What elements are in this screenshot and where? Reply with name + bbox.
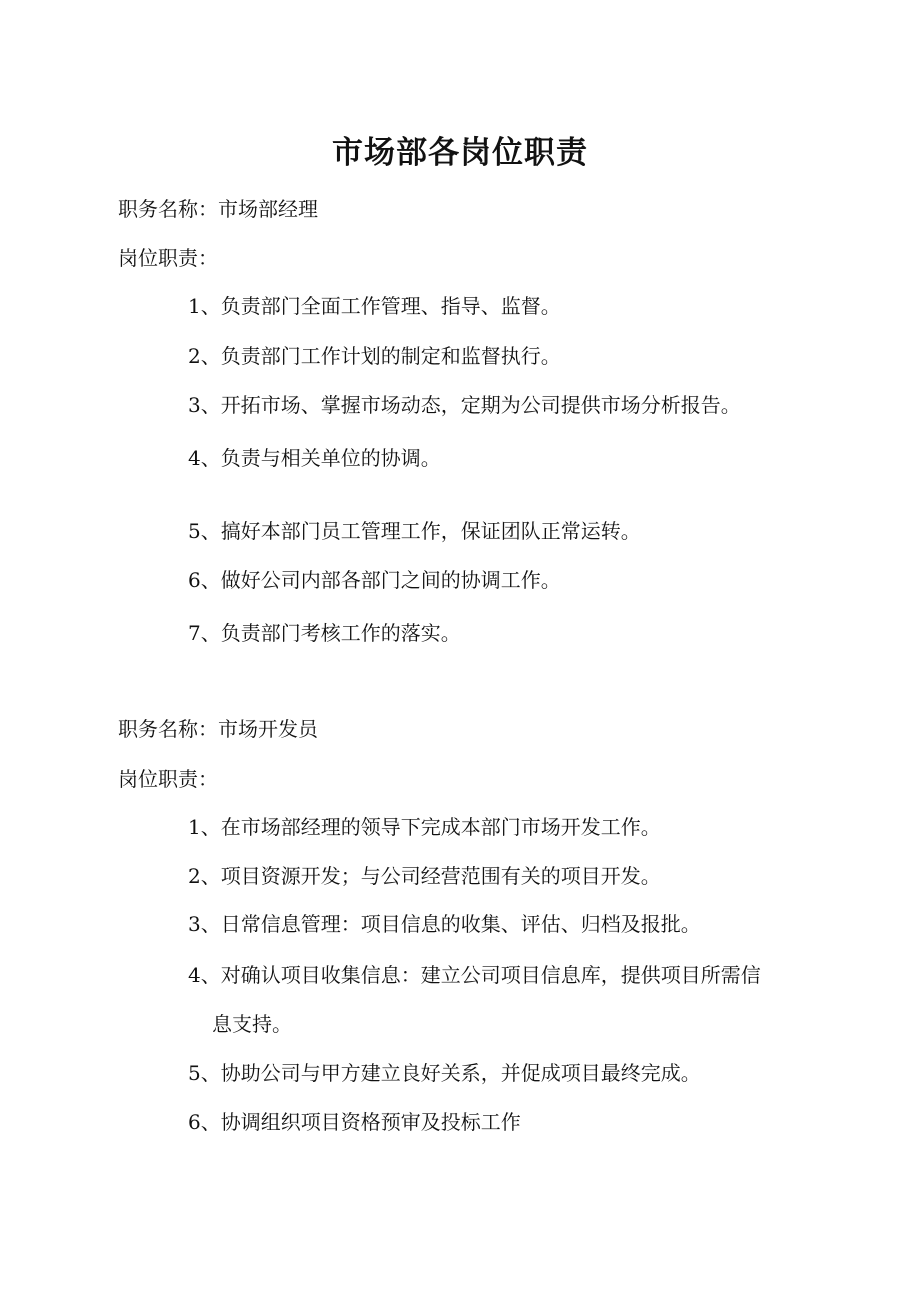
duty-item: 3、日常信息管理：项目信息的收集、评估、归档及报批。	[188, 912, 701, 936]
duty-item: 1、在市场部经理的领导下完成本部门市场开发工作。	[188, 815, 661, 839]
duty-item: 5、搞好本部门员工管理工作，保证团队正常运转。	[188, 519, 641, 543]
duty-item: 7、负责部门考核工作的落实。	[188, 621, 461, 645]
position-name: 职务名称：市场部经理	[118, 197, 318, 221]
duty-item: 6、做好公司内部各部门之间的协调工作。	[188, 568, 561, 592]
duties-label: 岗位职责：	[118, 767, 218, 791]
duty-item: 4、负责与相关单位的协调。	[188, 446, 441, 470]
document-title: 市场部各岗位职责	[332, 135, 588, 171]
duty-item: 4、对确认项目收集信息：建立公司项目信息库，提供项目所需信	[188, 963, 761, 987]
duty-item: 1、负责部门全面工作管理、指导、监督。	[188, 294, 561, 318]
duty-item: 2、项目资源开发；与公司经营范围有关的项目开发。	[188, 864, 661, 888]
duty-item: 3、开拓市场、掌握市场动态，定期为公司提供市场分析报告。	[188, 393, 741, 417]
duty-item-continuation: 息支持。	[212, 1012, 292, 1036]
duty-item: 5、协助公司与甲方建立良好关系，并促成项目最终完成。	[188, 1061, 701, 1085]
duty-item: 2、负责部门工作计划的制定和监督执行。	[188, 344, 561, 368]
duty-item: 6、协调组织项目资格预审及投标工作	[188, 1110, 521, 1134]
duties-label: 岗位职责：	[118, 246, 218, 270]
position-name: 职务名称：市场开发员	[118, 717, 318, 741]
